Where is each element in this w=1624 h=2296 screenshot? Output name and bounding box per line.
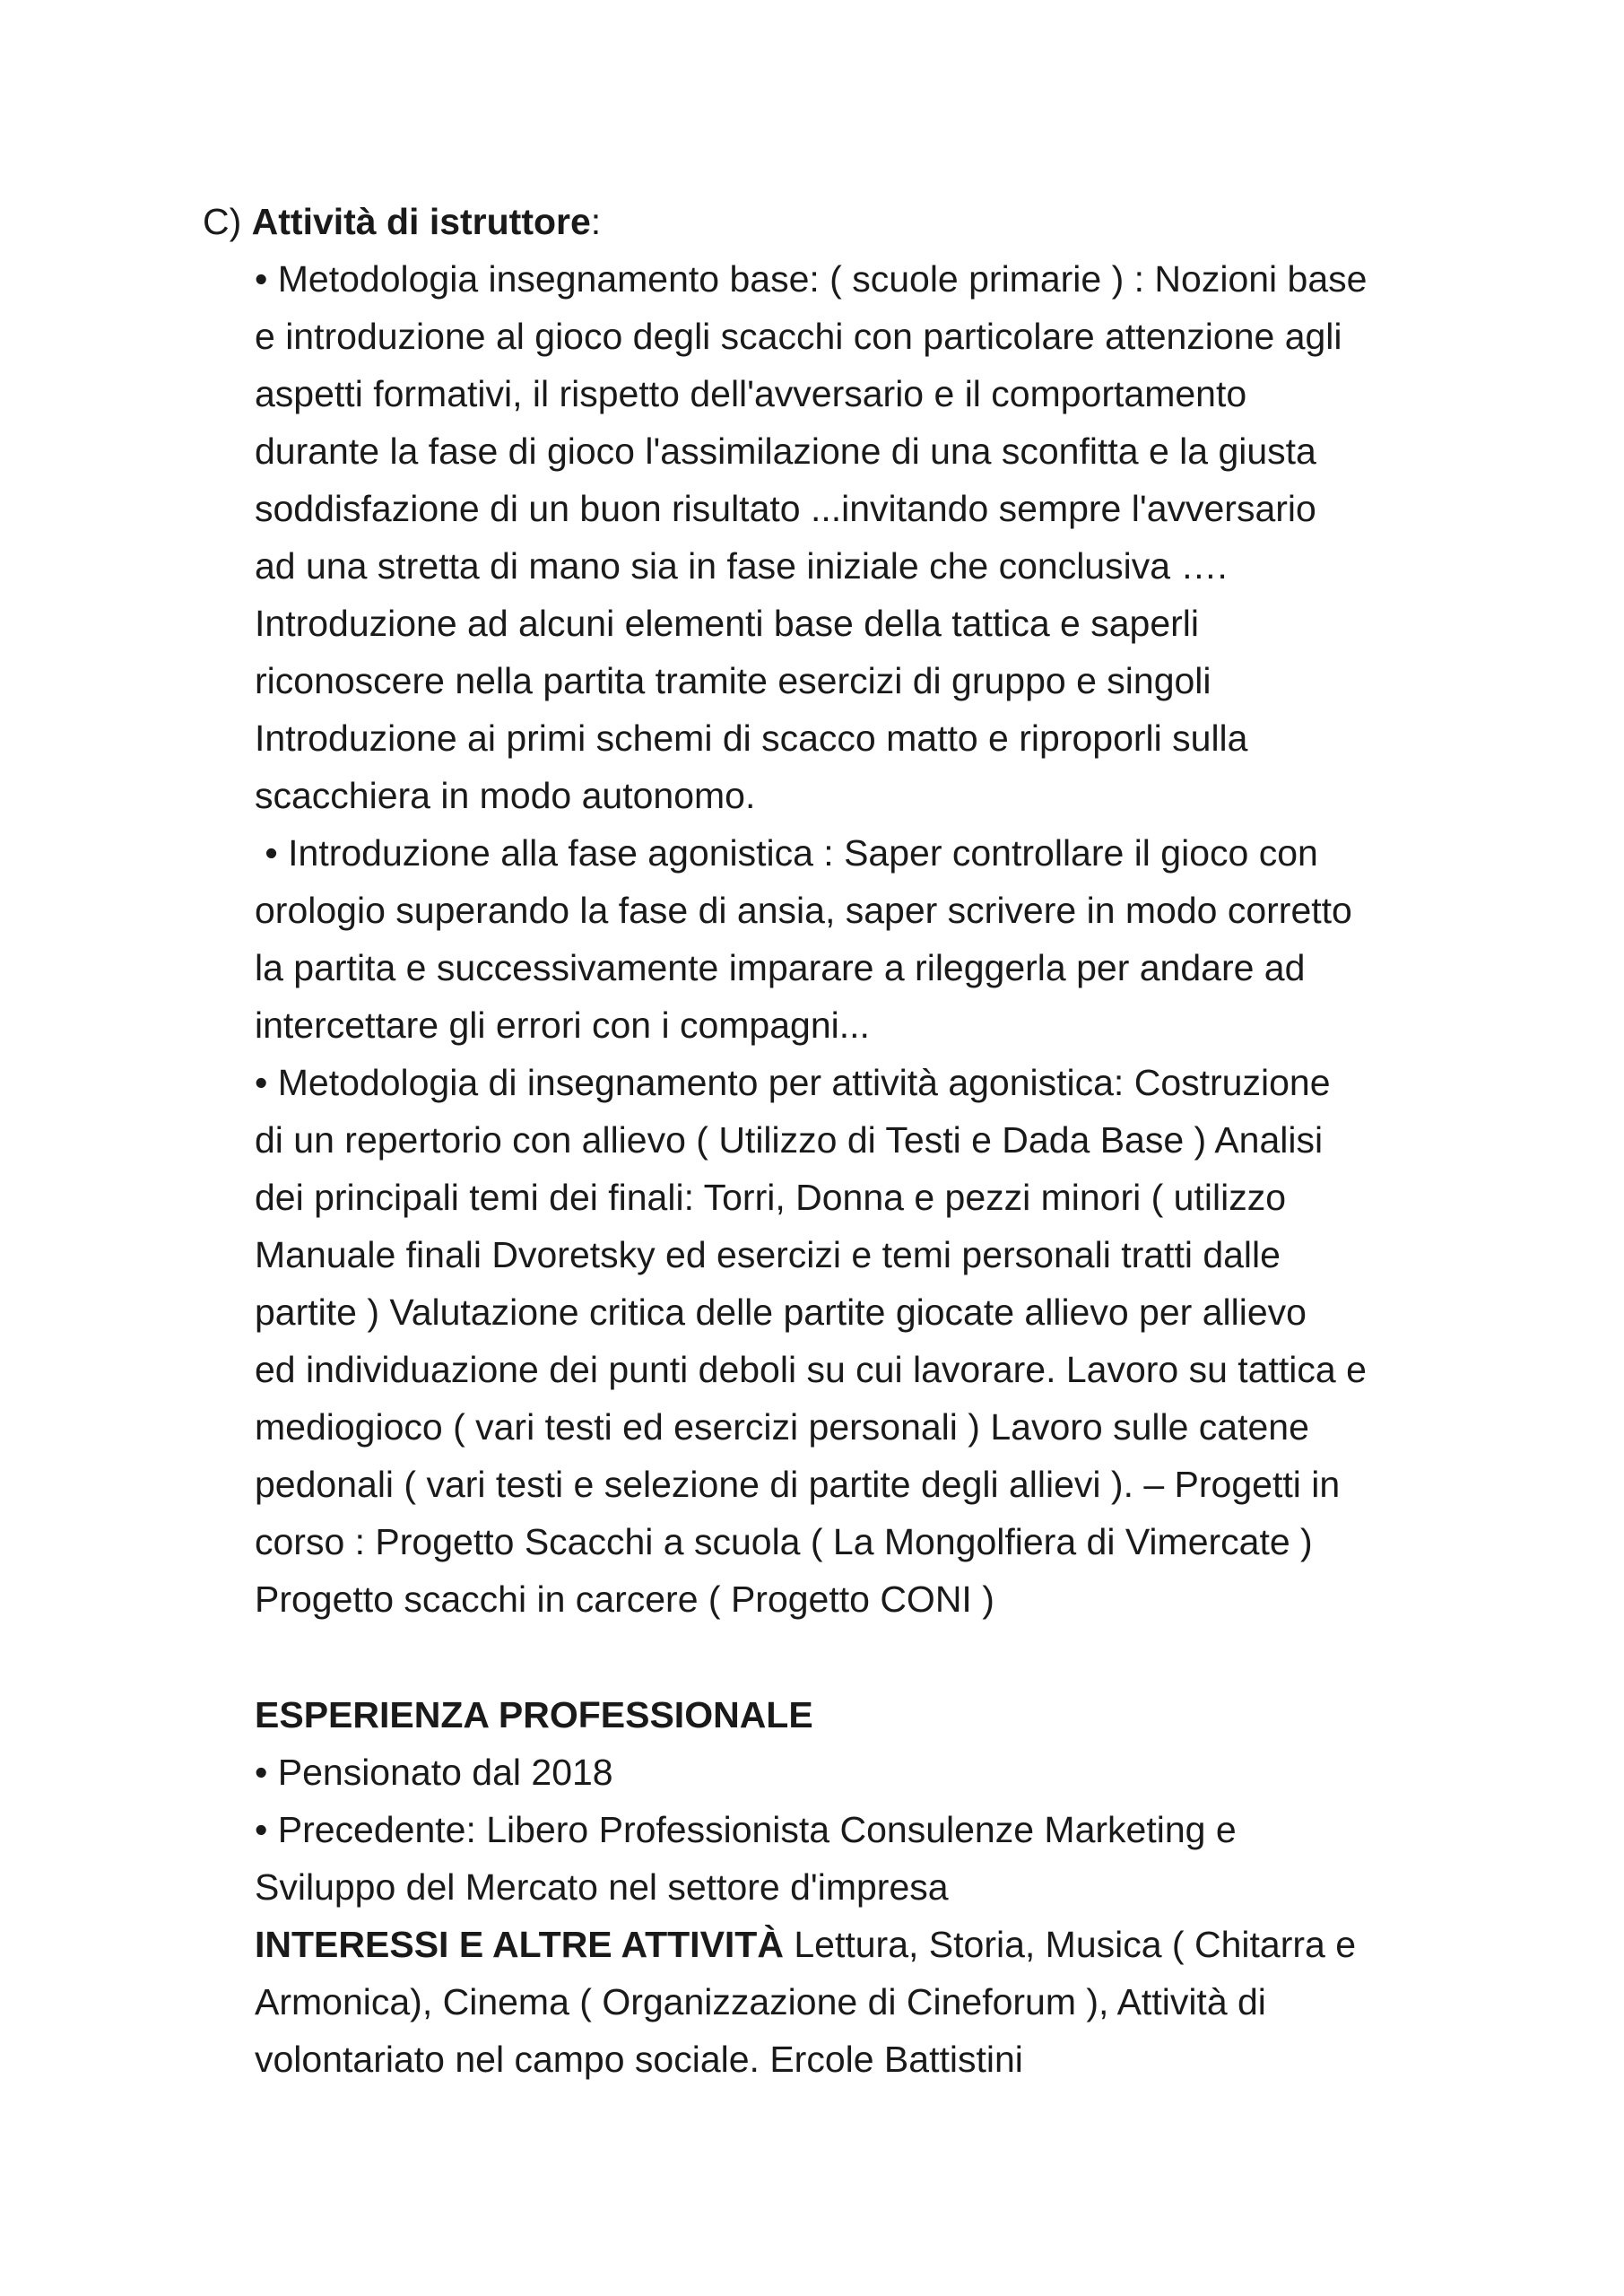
section-c-line: Manuale finali Dvoretsky ed esercizi e temi personali tratti dalle <box>255 1234 1281 1275</box>
section-c-line: • Metodologia insegnamento base: ( scuole primarie ) : Nozioni base <box>255 258 1368 300</box>
experience-line: • Precedente: Libero Professionista Consulenze Marketing e <box>255 1809 1237 1850</box>
section-c-line: pedonali ( vari testi e selezione di partite degli allievi ). – Progetti in <box>255 1464 1341 1505</box>
section-c-line: intercettare gli errori con i compagni... <box>255 1004 870 1046</box>
section-c-line: Progetto scacchi in carcere ( Progetto CONI ) <box>255 1578 994 1620</box>
section-c-line: durante la fase di gioco l'assimilazione di una sconfitta e la giusta <box>255 430 1316 472</box>
section-c-line: riconoscere nella partita tramite esercizi di gruppo e singoli <box>255 660 1211 701</box>
interests-first-line <box>255 1920 1356 1969</box>
interests-line: Armonica), Cinema ( Organizzazione di Cineforum ), Attività di <box>255 1981 1266 2022</box>
experience-line: Sviluppo del Mercato nel settore d'impresa <box>255 1866 949 1908</box>
section-c-line: mediogioco ( vari testi ed esercizi personali ) Lavoro sulle catene <box>255 1406 1309 1448</box>
section-c-line: ad una stretta di mano sia in fase iniziale che conclusiva …. <box>255 545 1228 587</box>
section-c-heading <box>203 197 601 246</box>
experience-heading: ESPERIENZA PROFESSIONALE <box>255 1694 813 1735</box>
interests-first-line-text: Lettura, Storia, Musica ( Chitarra e <box>783 1924 1356 1965</box>
section-c-line: e introduzione al gioco degli scacchi con particolare attenzione agli <box>255 316 1342 357</box>
section-c-line: • Introduzione alla fase agonistica : Saper controllare il gioco con <box>255 832 1318 874</box>
section-c-line: di un repertorio con allievo ( Utilizzo di Testi e Dada Base ) Analisi <box>255 1119 1324 1161</box>
section-c-line: aspetti formativi, il rispetto dell'avversario e il comportamento <box>255 373 1247 414</box>
section-c-line: corso : Progetto Scacchi a scuola ( La Mongolfiera di Vimercate ) <box>255 1521 1313 1562</box>
section-c-line: la partita e successivamente imparare a rileggerla per andare ad <box>255 947 1306 988</box>
section-c-prefix: C) <box>203 201 252 242</box>
experience-line: • Pensionato dal 2018 <box>255 1752 613 1793</box>
interests-heading: INTERESSI E ALTRE ATTIVITÀ <box>255 1924 784 1965</box>
section-c-line: Introduzione ad alcuni elementi base della tattica e saperli <box>255 603 1199 644</box>
section-c-line: orologio superando la fase di ansia, saper scrivere in modo corretto <box>255 890 1352 931</box>
section-c-line: scacchiera in modo autonomo. <box>255 775 756 816</box>
section-c-line: ed individuazione dei punti deboli su cui lavorare. Lavoro su tattica e <box>255 1349 1367 1390</box>
section-c-line: partite ) Valutazione critica delle partite giocate allievo per allievo <box>255 1292 1307 1333</box>
section-c-title: Attività di istruttore <box>251 201 591 242</box>
interests-line: volontariato nel campo sociale. Ercole Battistini <box>255 2039 1023 2080</box>
section-c-line: Introduzione ai primi schemi di scacco matto e riproporli sulla <box>255 718 1248 759</box>
section-c-colon: : <box>590 201 602 242</box>
section-c-line: soddisfazione di un buon risultato ...invitando sempre l'avversario <box>255 488 1316 529</box>
section-c-line: dei principali temi dei finali: Torri, Donna e pezzi minori ( utilizzo <box>255 1177 1287 1218</box>
section-c-line: • Metodologia di insegnamento per attività agonistica: Costruzione <box>255 1062 1331 1103</box>
